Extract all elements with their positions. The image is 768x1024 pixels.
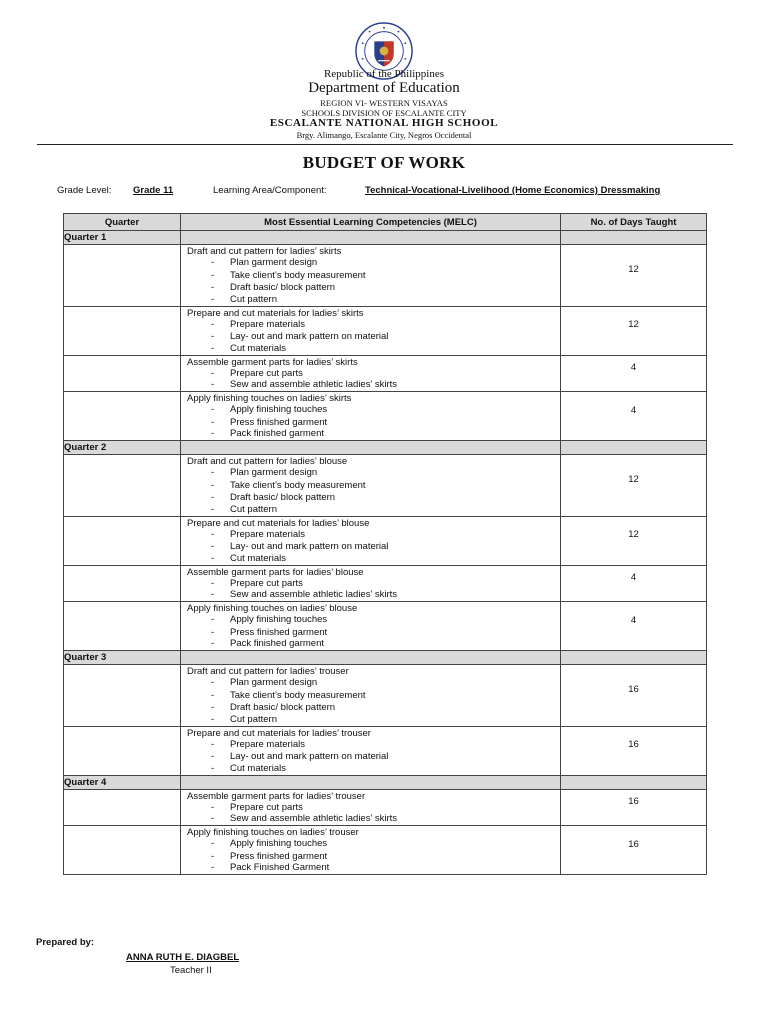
grade-level-label: Grade Level: <box>57 185 112 196</box>
table-row <box>64 665 707 727</box>
competency-item <box>187 429 560 439</box>
melc-cell <box>181 789 561 826</box>
competency-item-text: Prepare materials <box>230 528 305 540</box>
bullet-dash: - <box>211 626 215 638</box>
bullet-dash: - <box>211 552 215 564</box>
competency-item-text: Plan garment design <box>230 677 318 688</box>
bullet-dash: - <box>211 762 215 774</box>
bullet-dash: - <box>211 293 215 305</box>
table-row <box>64 355 707 392</box>
quarter-row-blank-cell <box>561 231 707 245</box>
table-row <box>64 565 707 602</box>
preparer-position: Teacher II <box>170 965 212 976</box>
competency-item <box>187 282 560 295</box>
competency-item <box>187 677 560 690</box>
table-row <box>64 455 707 517</box>
quarter-cell <box>64 665 181 727</box>
quarter-row-blank-cell <box>181 775 561 789</box>
competency-item-text: Prepare cut parts <box>230 801 303 813</box>
bullet-dash: - <box>211 404 215 415</box>
competency-title: Apply finishing touches on ladies’ blouse <box>187 603 358 614</box>
bullet-dash: - <box>211 850 215 862</box>
melc-cell <box>181 826 561 875</box>
bullet-dash: - <box>211 689 215 701</box>
bullet-dash: - <box>211 467 215 478</box>
days-value: 4 <box>630 404 637 416</box>
quarter-label: Quarter 3 <box>64 651 181 665</box>
column-header-melc: Most Essential Learning Competencies (MELC) <box>181 214 561 231</box>
competency-item <box>187 751 560 764</box>
competency-item-text: Press finished garment <box>230 416 328 428</box>
competency-item <box>187 702 560 715</box>
competency-item <box>187 814 560 824</box>
quarter-label: Quarter 2 <box>64 441 181 455</box>
quarter-row-blank-cell <box>561 651 707 665</box>
days-cell <box>561 245 707 307</box>
table-row <box>64 392 707 441</box>
quarter-cell <box>64 516 181 565</box>
quarter-row <box>64 441 707 455</box>
bullet-dash: - <box>211 318 215 330</box>
competency-item <box>187 764 560 774</box>
competency-item-text: Prepare cut parts <box>230 577 303 589</box>
quarter-cell <box>64 565 181 602</box>
quarter-row <box>64 231 707 245</box>
days-cell <box>561 665 707 727</box>
learning-area-label: Learning Area/Component: <box>213 185 327 196</box>
quarter-cell <box>64 455 181 517</box>
table-row <box>64 602 707 651</box>
budget-of-work-table <box>63 213 707 875</box>
bullet-dash: - <box>211 862 215 873</box>
days-cell <box>561 826 707 875</box>
competency-item <box>187 480 560 493</box>
days-value: 12 <box>628 473 639 485</box>
days-cell <box>561 602 707 651</box>
bullet-dash: - <box>211 282 215 293</box>
competency-item-text: Cut pattern <box>230 713 277 725</box>
competency-item-text: Apply finishing touches <box>230 838 328 849</box>
days-cell <box>561 355 707 392</box>
quarter-cell <box>64 726 181 775</box>
quarter-row <box>64 775 707 789</box>
competency-item-text: Pack finished garment <box>230 638 324 649</box>
competency-item-text: Sew and assemble athletic ladies’ skirts <box>230 379 398 390</box>
competency-item-text: Take client’s body measurement <box>230 479 366 491</box>
quarter-cell <box>64 245 181 307</box>
competency-item <box>187 295 560 305</box>
competency-item-text: Sew and assemble athletic ladies’ skirts <box>230 589 398 600</box>
competency-item-text: Take client’s body measurement <box>230 269 366 281</box>
competency-item-text: Take client’s body measurement <box>230 689 366 701</box>
days-cell <box>561 455 707 517</box>
quarter-label: Quarter 4 <box>64 775 181 789</box>
competency-item <box>187 331 560 344</box>
quarter-row-blank-cell <box>181 441 561 455</box>
competency-item <box>187 639 560 649</box>
bullet-dash: - <box>211 838 215 849</box>
competency-item-text: Lay- out and mark pattern on material <box>230 541 389 552</box>
competency-item-text: Prepare cut parts <box>230 367 303 379</box>
competency-item-text: Prepare materials <box>230 318 305 330</box>
competency-title: Apply finishing touches on ladies’ skirts <box>187 393 352 404</box>
competency-item-text: Prepare materials <box>230 738 305 750</box>
melc-cell <box>181 726 561 775</box>
column-header-quarter: Quarter <box>64 214 181 231</box>
table-row <box>64 306 707 355</box>
competency-title: Assemble garment parts for ladies’ skirts <box>187 356 358 368</box>
table-row <box>64 826 707 875</box>
competency-item <box>187 344 560 354</box>
division-line: SCHOOLS DIVISION OF ESCALANTE CITY <box>301 108 467 118</box>
bullet-dash: - <box>211 257 215 268</box>
competency-item <box>187 257 560 270</box>
table-row <box>64 516 707 565</box>
bullet-dash: - <box>211 541 215 552</box>
quarter-row-blank-cell <box>561 441 707 455</box>
quarter-row-blank-cell <box>181 231 561 245</box>
competency-item <box>187 739 560 752</box>
competency-title: Prepare and cut materials for ladies’ blouse <box>187 517 370 529</box>
days-value: 16 <box>628 739 639 750</box>
preparer-name: ANNA RUTH E. DIAGBEL <box>126 952 240 963</box>
competency-item <box>187 690 560 703</box>
competency-title: Draft and cut pattern for ladies’ blouse <box>187 456 348 467</box>
competency-item-text: Cut pattern <box>230 293 277 305</box>
school-name: ESCALANTE NATIONAL HIGH SCHOOL <box>269 117 499 129</box>
bullet-dash: - <box>211 479 215 491</box>
days-value: 16 <box>628 795 639 807</box>
department-name: Department of Education <box>308 80 460 96</box>
competency-item-text: Cut materials <box>230 552 286 564</box>
table-row <box>64 789 707 826</box>
competency-item-text: Draft basic/ block pattern <box>230 492 336 503</box>
bullet-dash: - <box>211 269 215 281</box>
prepared-by-label: Prepared by: <box>36 937 95 948</box>
bullet-dash: - <box>211 416 215 428</box>
quarter-cell <box>64 392 181 441</box>
quarter-cell <box>64 355 181 392</box>
competency-item <box>187 505 560 515</box>
bullet-dash: - <box>211 428 215 439</box>
grade-level-value: Grade 11 <box>133 185 174 196</box>
melc-cell <box>181 355 561 392</box>
melc-cell <box>181 516 561 565</box>
competency-title: Apply finishing touches on ladies’ trouser <box>187 827 359 838</box>
competency-title: Draft and cut pattern for ladies’ trouser <box>187 666 349 677</box>
table-row <box>64 245 707 307</box>
competency-item <box>187 467 560 480</box>
bullet-dash: - <box>211 813 215 824</box>
bullet-dash: - <box>211 801 215 813</box>
competency-title: Prepare and cut materials for ladies’ skirts <box>187 307 364 319</box>
bullet-dash: - <box>211 342 215 354</box>
days-cell <box>561 306 707 355</box>
bullet-dash: - <box>211 367 215 379</box>
quarter-row-blank-cell <box>181 651 561 665</box>
header-divider <box>37 144 733 145</box>
days-value: 4 <box>630 571 637 583</box>
quarter-cell <box>64 306 181 355</box>
competency-item-text: Apply finishing touches <box>230 614 328 625</box>
bullet-dash: - <box>211 713 215 725</box>
competency-item <box>187 541 560 554</box>
table-body <box>64 231 707 875</box>
days-cell <box>561 516 707 565</box>
days-value: 12 <box>628 529 639 540</box>
region-line: REGION VI- WESTERN VISAYAS <box>320 98 448 108</box>
bullet-dash: - <box>211 638 215 649</box>
competency-item <box>187 270 560 283</box>
competency-title: Assemble garment parts for ladies’ trouser <box>187 790 366 802</box>
competency-item-text: Press finished garment <box>230 626 328 638</box>
melc-cell <box>181 665 561 727</box>
bullet-dash: - <box>211 614 215 625</box>
competency-item-text: Pack finished garment <box>230 428 324 439</box>
competency-item <box>187 492 560 505</box>
school-address: Brgy. Alimango, Escalante City, Negros Occidental <box>296 130 472 140</box>
quarter-label: Quarter 1 <box>64 231 181 245</box>
competency-item-text: Cut pattern <box>230 503 277 515</box>
competency-item-text: Cut materials <box>230 342 286 354</box>
competency-item-text: Pack Finished Garment <box>230 862 330 873</box>
competency-item <box>187 319 560 332</box>
competency-item-text: Draft basic/ block pattern <box>230 282 336 293</box>
bullet-dash: - <box>211 702 215 713</box>
quarter-row-blank-cell <box>561 775 707 789</box>
quarter-cell <box>64 789 181 826</box>
days-value: 12 <box>628 319 639 330</box>
column-header-days: No. of Days Taught <box>561 214 707 231</box>
melc-cell <box>181 455 561 517</box>
competency-title: Prepare and cut materials for ladies’ trouser <box>187 727 371 739</box>
bullet-dash: - <box>211 677 215 688</box>
competency-item <box>187 380 560 390</box>
competency-item-text: Draft basic/ block pattern <box>230 702 336 713</box>
competency-item <box>187 614 560 627</box>
table-header-row <box>64 214 707 231</box>
bullet-dash: - <box>211 751 215 762</box>
competency-title: Draft and cut pattern for ladies’ skirts <box>187 246 342 257</box>
bullet-dash: - <box>211 738 215 750</box>
bullet-dash: - <box>211 589 215 600</box>
competency-item-text: Press finished garment <box>230 850 328 862</box>
competency-item-text: Plan garment design <box>230 257 318 268</box>
quarter-cell <box>64 602 181 651</box>
document-title: BUDGET OF WORK <box>302 153 466 172</box>
melc-cell <box>181 392 561 441</box>
competency-item <box>187 404 560 417</box>
competency-item-text: Apply finishing touches <box>230 404 328 415</box>
days-cell <box>561 789 707 826</box>
competency-item <box>187 529 560 542</box>
competency-item-text: Lay- out and mark pattern on material <box>230 751 389 762</box>
days-value: 16 <box>628 683 639 695</box>
competency-item-text: Plan garment design <box>230 467 318 478</box>
quarter-row <box>64 651 707 665</box>
melc-cell <box>181 306 561 355</box>
days-value: 4 <box>630 361 637 373</box>
competency-item <box>187 554 560 564</box>
competency-title: Assemble garment parts for ladies’ blouse <box>187 566 364 578</box>
melc-cell <box>181 245 561 307</box>
competency-item <box>187 863 560 873</box>
quarter-cell <box>64 826 181 875</box>
competency-item-text: Sew and assemble athletic ladies’ skirts <box>230 813 398 824</box>
bullet-dash: - <box>211 577 215 589</box>
table-row <box>64 726 707 775</box>
days-value: 4 <box>630 614 637 626</box>
melc-cell <box>181 565 561 602</box>
learning-area-value: Technical-Vocational-Livelihood (Home Economics) Dressmaking <box>365 185 661 196</box>
bullet-dash: - <box>211 528 215 540</box>
days-cell <box>561 392 707 441</box>
days-value: 12 <box>628 263 639 275</box>
days-cell <box>561 565 707 602</box>
days-cell <box>561 726 707 775</box>
competency-item <box>187 838 560 851</box>
melc-cell <box>181 602 561 651</box>
bullet-dash: - <box>211 331 215 342</box>
days-value: 16 <box>628 838 639 850</box>
competency-item-text: Cut materials <box>230 762 286 774</box>
bullet-dash: - <box>211 503 215 515</box>
bullet-dash: - <box>211 492 215 503</box>
competency-item <box>187 715 560 725</box>
competency-item <box>187 590 560 600</box>
bullet-dash: - <box>211 379 215 390</box>
republic-line: Republic of the Philippines <box>323 68 445 80</box>
competency-item-text: Lay- out and mark pattern on material <box>230 331 389 342</box>
